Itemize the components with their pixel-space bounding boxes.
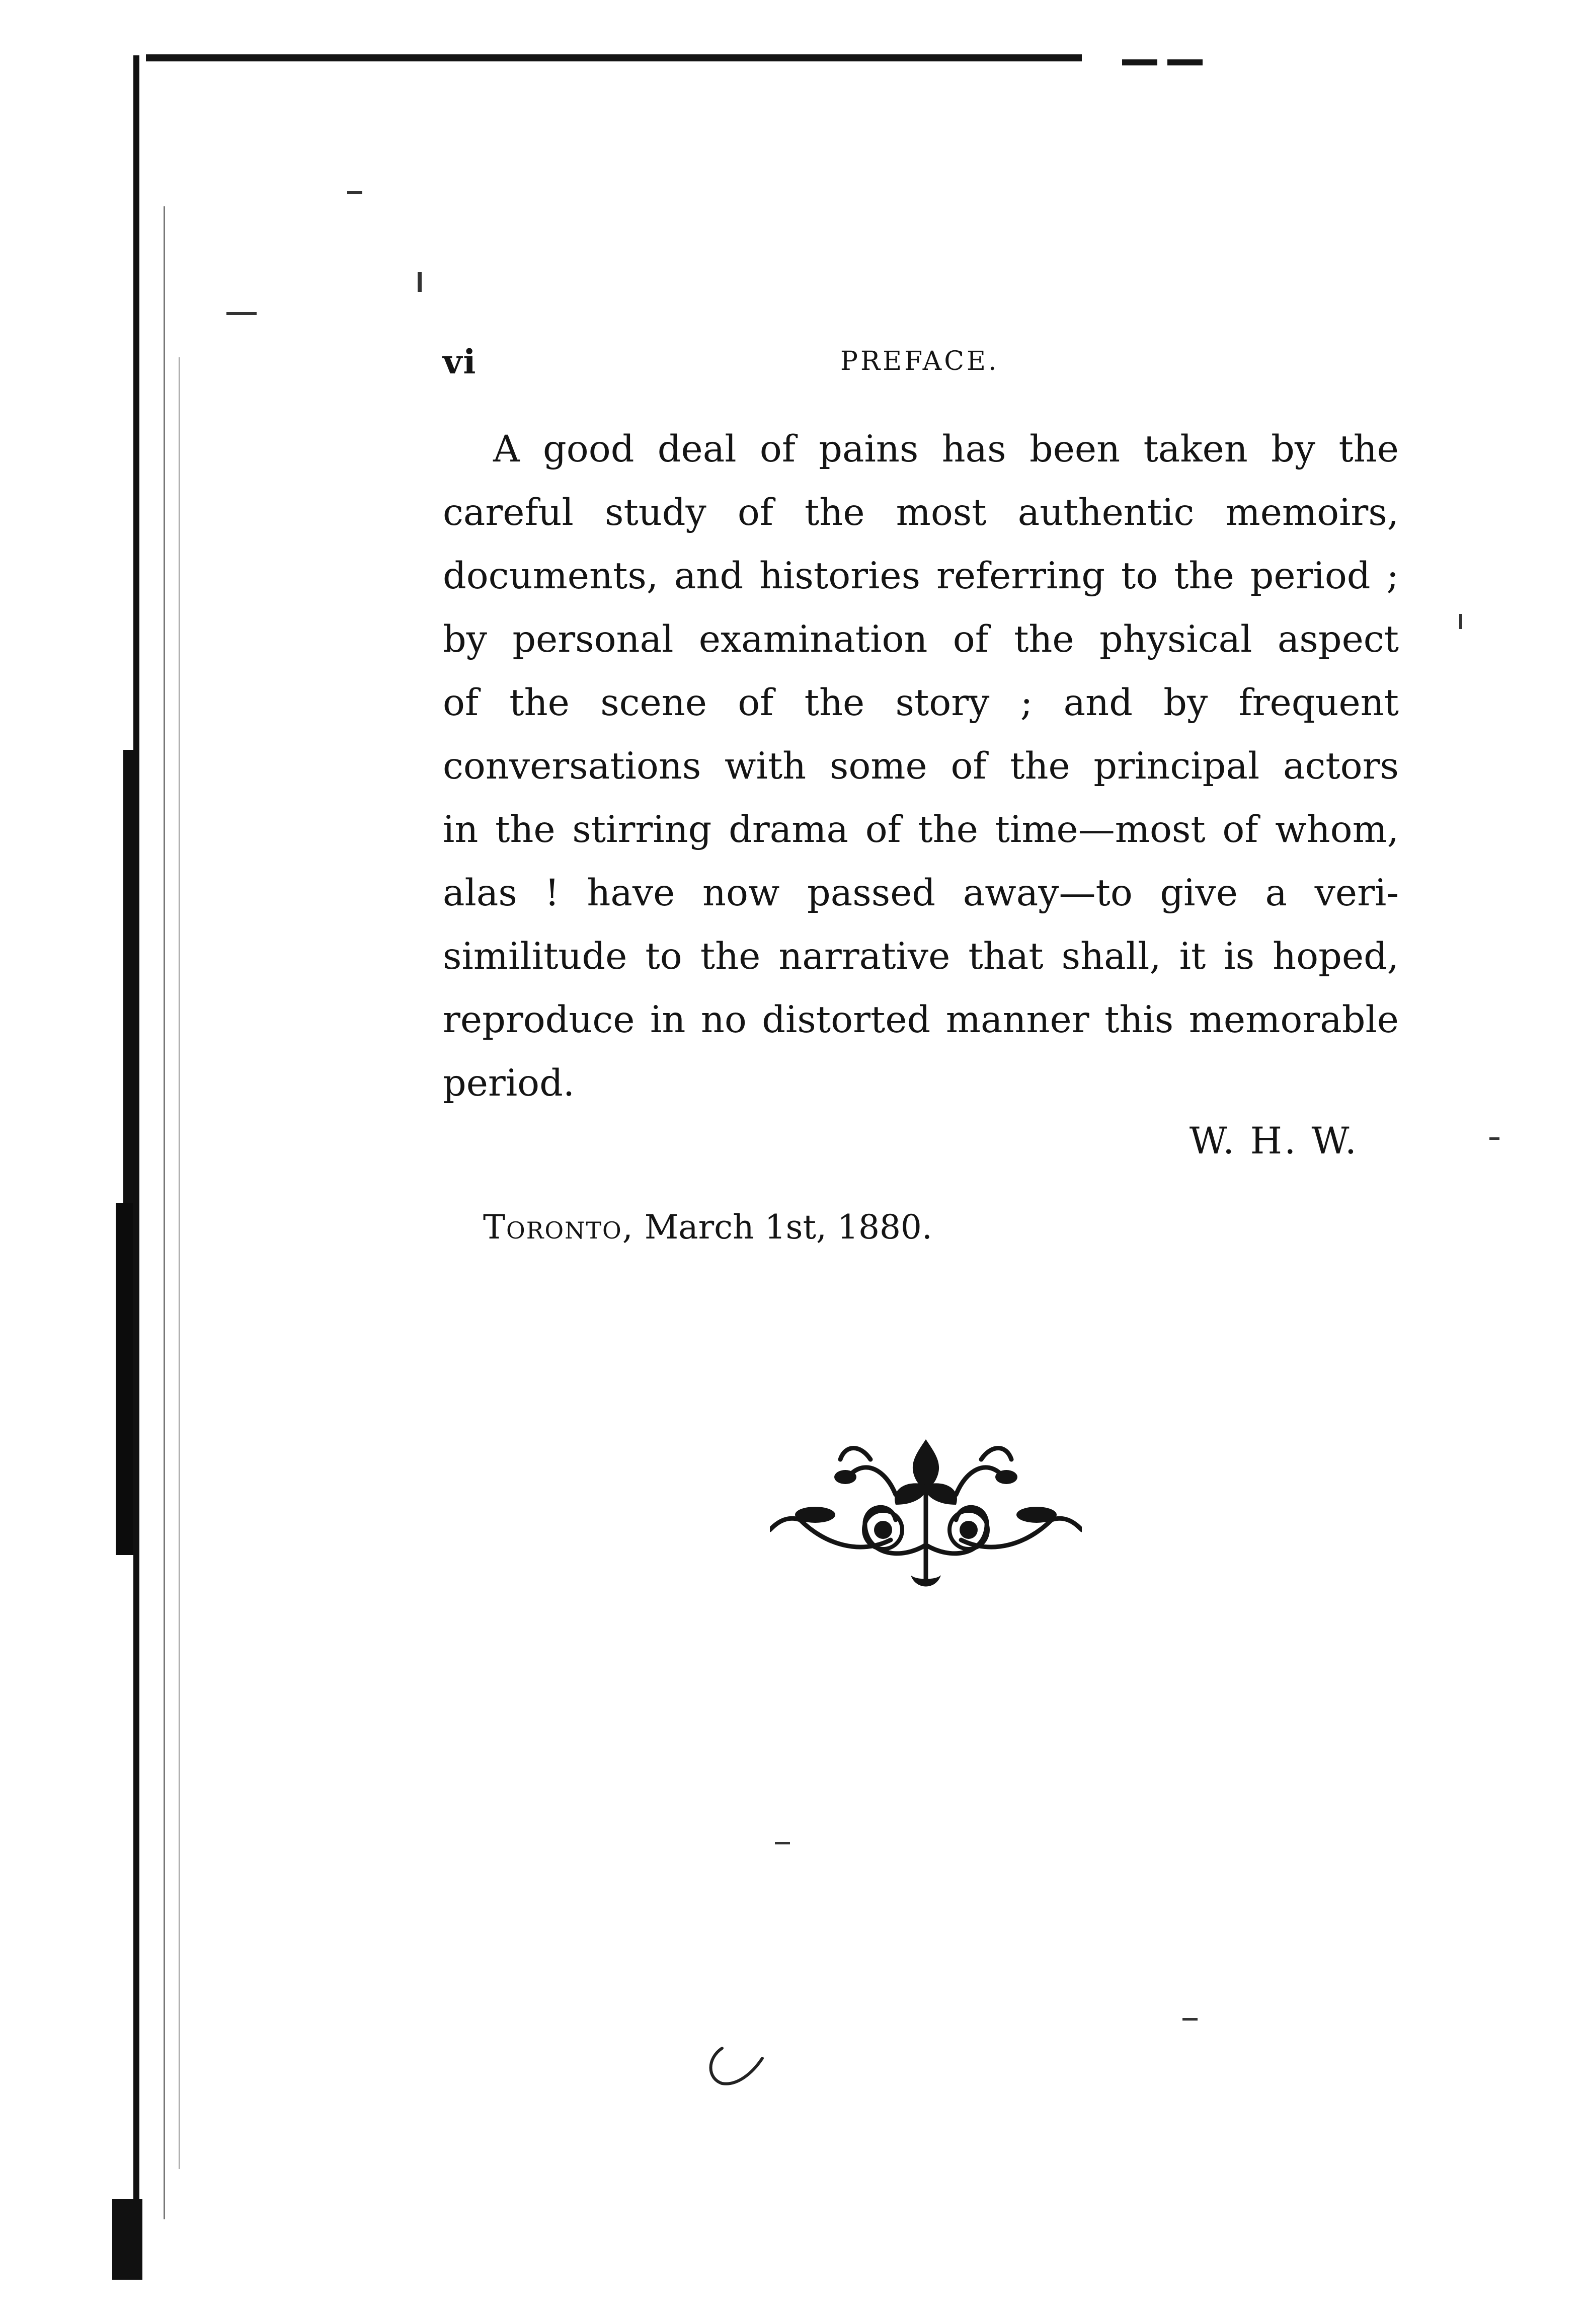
- dateline: [483, 1208, 932, 1247]
- scan-speck: [1459, 614, 1462, 629]
- text-line: careful study of the most authentic memoirs,: [443, 491, 1399, 534]
- page-number: vi: [443, 342, 477, 381]
- top-border-dash: [1167, 59, 1203, 65]
- top-border-rule: [146, 54, 1082, 61]
- top-border-dash: [1122, 59, 1157, 65]
- text-line: in the stirring drama of the time—most of whom,: [443, 808, 1399, 851]
- text-line: of the scene of the story ; and by frequent: [443, 681, 1399, 724]
- scan-speck: [347, 191, 362, 194]
- scan-speck: [1182, 2018, 1198, 2021]
- scan-mark: [702, 2043, 767, 2088]
- text-line: by personal examination of the physical aspect: [443, 618, 1399, 661]
- author-initials: W. H. W.: [1189, 1120, 1359, 1163]
- text-line: documents, and histories referring to the period ;: [443, 555, 1399, 597]
- dateline-date: March 1st, 1880.: [644, 1208, 932, 1247]
- section-title: PREFACE.: [840, 346, 999, 376]
- text-line: alas ! have now passed away—to give a veri-: [443, 872, 1399, 914]
- text-line: A good deal of pains has been taken by the: [493, 428, 1399, 471]
- text-line: conversations with some of the principal actors: [443, 745, 1399, 788]
- scan-speck: [775, 1842, 790, 1844]
- running-head: [443, 342, 1449, 382]
- binding-gutter: [103, 55, 184, 2280]
- dateline-place: Toronto,: [483, 1208, 634, 1247]
- preface-paragraph: [443, 418, 1399, 1115]
- scan-speck: [1489, 1137, 1499, 1140]
- text-line: similitude to the narrative that shall, it is hoped,: [443, 935, 1399, 978]
- text-line: period.: [443, 1062, 575, 1105]
- scan-speck: [418, 272, 422, 292]
- scan-speck: [226, 312, 257, 315]
- text-line: reproduce in no distorted manner this memorable: [443, 998, 1399, 1041]
- floral-ornament-icon: [770, 1429, 1082, 1595]
